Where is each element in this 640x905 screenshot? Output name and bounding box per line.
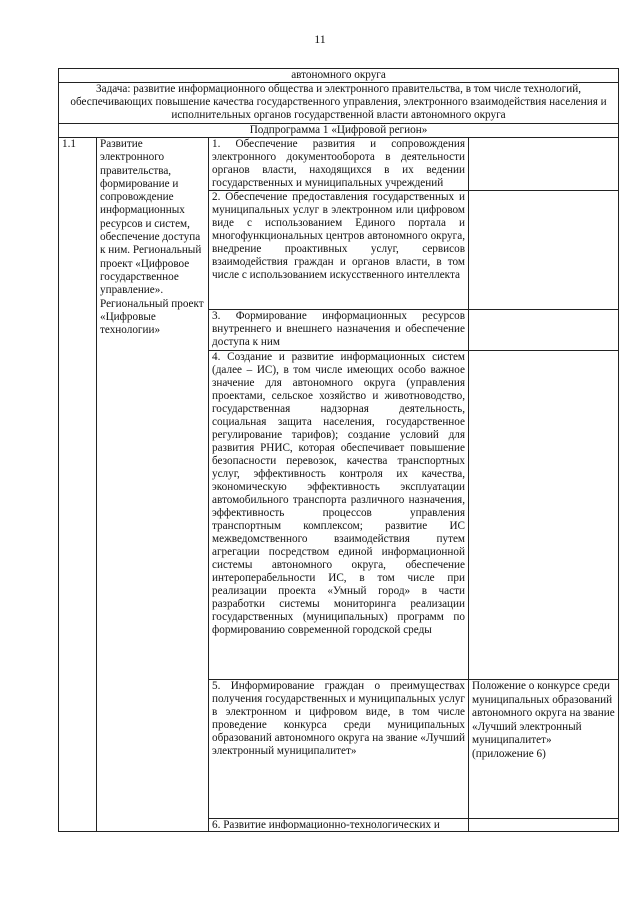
measure-5-note: Положение о конкурсе среди муниципальных образований автономного округа на звание «Лучший электронный муниципалитет» (приложение 6) xyxy=(469,680,619,819)
measure-6 xyxy=(209,819,469,832)
measure-3-note xyxy=(469,310,619,351)
table-row xyxy=(59,138,619,191)
measure-4-note xyxy=(469,351,619,680)
measure-1-note xyxy=(469,138,619,191)
measure-2-note xyxy=(469,191,619,310)
measure-6-text: 6. Развитие информационно-технологических и xyxy=(212,819,440,829)
measure-3: 3. Формирование информационных ресурсов внутреннего и внешнего назначения и обеспечение доступа к ним xyxy=(209,310,469,351)
task-text: Задача: развитие информационного общества и электронного правительства, в том числе технологий, обеспечивающих повышение качества государственного управления, электронного взаимодействия населения и исполнительных органов государственной власти автономного округа xyxy=(59,83,619,124)
measure-6-note xyxy=(469,819,619,832)
header-row xyxy=(59,69,619,83)
page-number: 11 xyxy=(314,32,326,46)
measure-5: 5. Информирование граждан о преимуществах получения государственных и муниципальных услуг в электронном и цифровом виде, в том числе проведение конкурса среди муниципальных образований автономного округа на звание «Лучший электронный муниципалитет» xyxy=(209,680,469,819)
measure-2: 2. Обеспечение предоставления государственных и муниципальных услуг в электронном или цифровом виде с использованием Единого портала и многофункциональных центров автономного округа, внедрение проактивных услуг, сервисов взаимодействия граждан и органов власти, в том числе с использованием искусственного интеллекта xyxy=(209,191,469,310)
measure-4: 4. Создание и развитие информационных систем (далее – ИС), в том числе имеющих особо важное значение для автономного округа (управления проектами, сельское хозяйство и животноводство, государственная надзорная деятельность, социальная защита населения, государственное регулирование тарифов); создание условий для развития РНИС, которая обеспечивает повышение безопасности перевозок, качества транспортных услуг, эффективность контроля их качества, экономическую эффективность эксплуатации автомобильного транспорта различного назначения, эффективность процессов управления транспортным комплексом; развитие ИС межведомственного взаимодействия путем агрегации посредством единой информационной системы автономного округа, обеспечение интероперабельности ИС, в том числе при реализации проекта «Умный город» в части разработки системы мониторинга реализации государственных (муниципальных) программ по формированию современной городской среды xyxy=(209,351,469,680)
header-row-text: автономного округа xyxy=(59,69,619,83)
task-row xyxy=(59,83,619,124)
subprogram-title: Подпрограмма 1 «Цифровой регион» xyxy=(59,124,619,138)
row-number: 1.1 xyxy=(59,138,97,832)
subprogram-row xyxy=(59,124,619,138)
program-table xyxy=(58,68,619,832)
measure-1: 1. Обеспечение развития и сопровождения электронного документооборота в деятельности органов власти, находящихся в их ведении государственных и муниципальных учреждений xyxy=(209,138,469,191)
row-name: Развитие электронного правительства, формирование и сопровождение информационных ресурсов и систем, обеспечение доступа к ним. Региональный проект «Цифровое государственное управление». Региональный проект «Цифровые технологии» xyxy=(97,138,209,832)
